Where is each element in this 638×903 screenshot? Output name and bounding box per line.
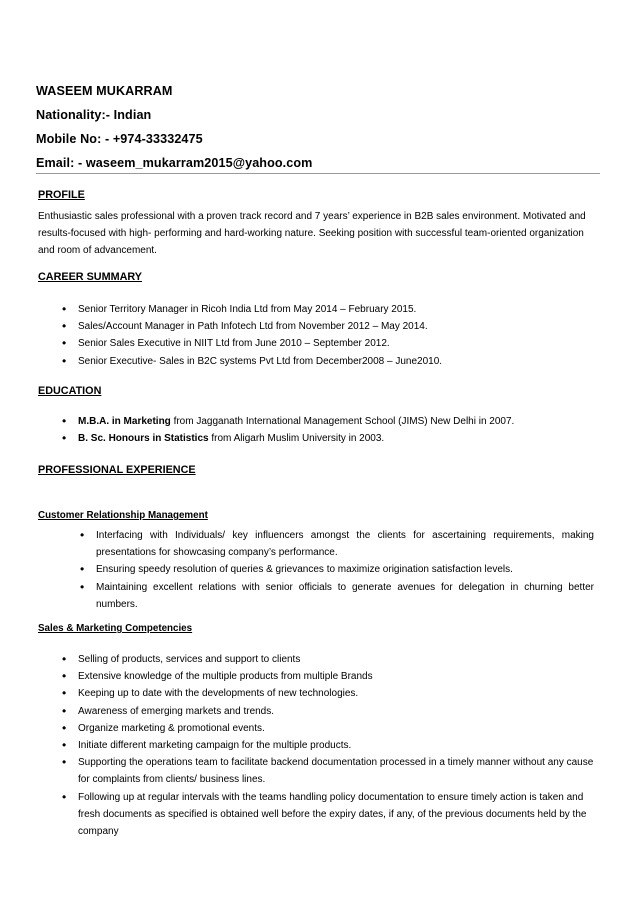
- list-item: • Selling of products, services and support to clients: [62, 651, 597, 668]
- profile-text: Enthusiastic sales professional with a proven track record and 7 years’ experience in B2B sales environment. Motivated and results-focused with high- performing and hard-working nature. Seeking position with successful team-oriented organization and room of advancement.: [38, 211, 586, 256]
- experience-heading: PROFESSIONAL EXPERIENCE: [38, 464, 196, 476]
- career-summary-list: [62, 301, 602, 370]
- mobile-number: Mobile No: - +974-33332475: [36, 132, 203, 146]
- nationality: Nationality:- Indian: [36, 108, 152, 122]
- list-item: • Interfacing with Individuals/ key influencers amongst the clients for ascertaining requirements, making presentations for showcasing company’s performance.: [80, 527, 594, 561]
- list-item: • Maintaining excellent relations with senior officials to generate avenues for delegation in churning better numbers.: [80, 579, 594, 613]
- list-item: • Extensive knowledge of the multiple products from multiple Brands: [62, 668, 597, 685]
- profile-heading: PROFILE: [38, 189, 85, 201]
- list-item: • Sales/Account Manager in Path Infotech Ltd from November 2012 – May 2014.: [62, 318, 602, 335]
- list-item: • Senior Executive- Sales in B2C systems Pvt Ltd from December2008 – June2010.: [62, 353, 602, 370]
- list-item: • Ensuring speedy resolution of queries & grievances to maximize origination satisfaction levels.: [80, 561, 594, 578]
- education-heading: EDUCATION: [38, 385, 102, 397]
- email-address: Email: - waseem_mukarram2015@yahoo.com: [36, 156, 313, 170]
- list-item: [62, 413, 602, 430]
- degree-name: M.B.A. in Marketing: [78, 416, 171, 427]
- degree-detail: from Aligarh Muslim University in 2003.: [208, 433, 385, 445]
- list-item: • Initiate different marketing campaign for the multiple products.: [62, 737, 597, 754]
- list-item: • Senior Territory Manager in Ricoh India Ltd from May 2014 – February 2015.: [62, 301, 602, 318]
- career-summary-heading: CAREER SUMMARY: [38, 271, 142, 283]
- degree-name: B. Sc. Honours in Statistics: [78, 433, 209, 445]
- candidate-name: WASEEM MUKARRAM: [36, 84, 173, 98]
- education-list: [62, 413, 602, 447]
- crm-heading: Customer Relationship Management: [38, 510, 208, 521]
- crm-list: [80, 527, 594, 613]
- list-item: • Senior Sales Executive in NIIT Ltd from June 2010 – September 2012.: [62, 335, 602, 352]
- sales-heading: Sales & Marketing Competencies: [38, 623, 193, 634]
- list-item: • Following up at regular intervals with the teams handling policy documentation to ensure timely action is taken and fresh documents as specified is obtained well before the expiry dates, if any, of the previous documents held by the company: [62, 789, 597, 841]
- degree-detail: from Jagganath International Management School (JIMS) New Delhi in 2007.: [170, 416, 515, 427]
- list-item: • Keeping up to date with the developments of new technologies.: [62, 685, 597, 702]
- list-item: [62, 430, 602, 447]
- list-item: • Supporting the operations team to facilitate backend documentation processed in a timely manner without any cause for complaints from clients/ business lines.: [62, 754, 597, 788]
- list-item: • Awareness of emerging markets and trends.: [62, 703, 597, 720]
- sales-list: [62, 651, 597, 840]
- header-divider: [36, 173, 600, 174]
- list-item: • Organize marketing & promotional events.: [62, 720, 597, 737]
